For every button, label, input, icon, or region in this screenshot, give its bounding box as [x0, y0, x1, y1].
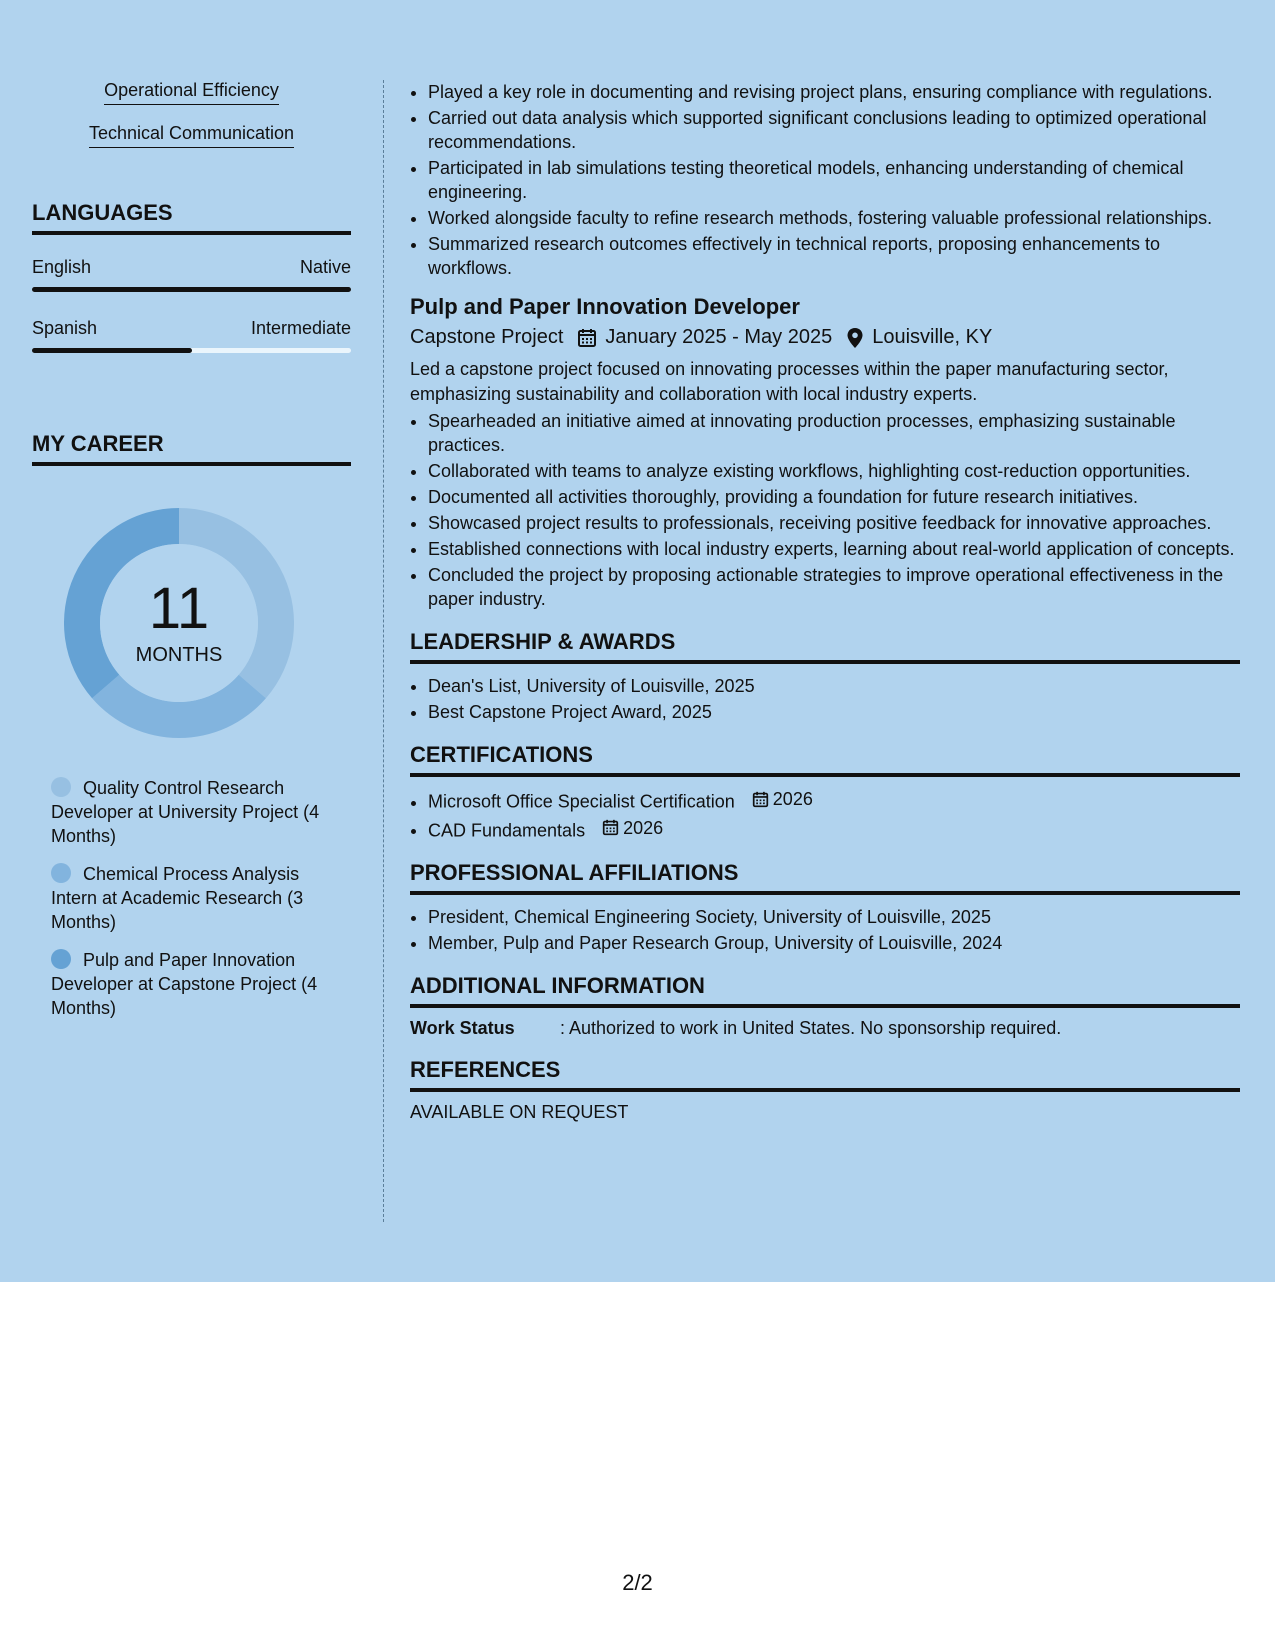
- work-status-value: : Authorized to work in United States. No sponsorship required.: [560, 1018, 1062, 1038]
- skill-item: Operational Efficiency: [32, 80, 351, 105]
- job-title: Pulp and Paper Innovation Developer: [410, 294, 800, 319]
- language-name: English: [32, 257, 92, 277]
- career-total: 11: [148, 576, 210, 641]
- language-bar: [32, 348, 351, 353]
- list-item: • President, Chemical Engineering Society, University of Louisville, 2025: [428, 905, 1240, 929]
- column-divider: [383, 80, 384, 1222]
- affiliations-list: [410, 905, 1240, 955]
- references-heading: REFERENCES: [410, 1057, 1240, 1092]
- language-level: Native: [299, 257, 351, 277]
- language-bar-fill: [32, 287, 351, 292]
- skill-item: Technical Communication: [32, 123, 351, 148]
- language-name: Spanish: [32, 318, 98, 338]
- job-description: Led a capstone project focused on innovating processes within the paper manufacturing sector, emphasizing sustainability and collaboration with local industry experts.: [410, 359, 1169, 404]
- list-item: • Summarized research outcomes effectively in technical reports, proposing enhancements to workflows.: [428, 232, 1240, 280]
- certification-year: 2026: [772, 789, 813, 809]
- calendar-icon: [577, 328, 597, 348]
- certifications-list: [410, 787, 1240, 842]
- page-number: 2/2: [622, 1570, 653, 1595]
- language-bar-fill: [32, 348, 192, 353]
- legend-dot: [51, 777, 71, 797]
- references-text: AVAILABLE ON REQUEST: [410, 1102, 629, 1122]
- main-content: [410, 80, 1240, 1123]
- list-item: • Documented all activities thoroughly, providing a foundation for future research initiatives.: [428, 485, 1240, 509]
- list-item: • Best Capstone Project Award, 2025: [428, 700, 1240, 724]
- career-unit: MONTHS: [135, 644, 223, 666]
- career-legend: [32, 776, 351, 1020]
- location-pin-icon: [846, 327, 864, 349]
- legend-dot: [51, 949, 71, 969]
- calendar-icon: [752, 791, 769, 808]
- work-status: [410, 1018, 1240, 1039]
- certifications-heading: CERTIFICATIONS: [410, 742, 1240, 777]
- certification-name: Microsoft Office Specialist Certification: [428, 791, 735, 812]
- certification-year: 2026: [623, 817, 664, 838]
- list-item: [428, 816, 1240, 843]
- sidebar: [32, 80, 351, 1034]
- career-donut: [64, 508, 294, 738]
- work-status-label: Work Status: [410, 1018, 515, 1038]
- job-company: Capstone Project: [410, 326, 564, 348]
- job-bullets: [410, 409, 1240, 611]
- list-item: • Carried out data analysis which supported significant conclusions leading to optimized operational recommendations.: [428, 106, 1240, 154]
- list-item: • Showcased project results to professionals, receiving positive feedback for innovative approaches.: [428, 511, 1240, 535]
- previous-job-bullets: [410, 80, 1240, 280]
- career-legend-item: Pulp and Paper Innovation Developer at Capstone Project (4 Months): [51, 950, 318, 1018]
- list-item: • Participated in lab simulations testing theoretical models, enhancing understanding of chemical engineering.: [428, 156, 1240, 204]
- list-item: • Worked alongside faculty to refine research methods, fostering valuable professional relationships.: [428, 206, 1240, 230]
- affiliations-heading: PROFESSIONAL AFFILIATIONS: [410, 860, 1240, 895]
- list-item: [428, 787, 1240, 814]
- language-level: Intermediate: [250, 318, 351, 338]
- list-item: • Established connections with local industry experts, learning about real-world application of concepts.: [428, 537, 1240, 561]
- legend-dot: [51, 863, 71, 883]
- leadership-heading: LEADERSHIP & AWARDS: [410, 629, 1240, 664]
- career-heading: MY CAREER: [32, 431, 351, 466]
- additional-info-heading: ADDITIONAL INFORMATION: [410, 973, 1240, 1008]
- list-item: • Member, Pulp and Paper Research Group, University of Louisville, 2024: [428, 931, 1240, 955]
- career-legend-item: Chemical Process Analysis Intern at Academic Research (3 Months): [51, 864, 304, 932]
- languages-heading: LANGUAGES: [32, 200, 351, 235]
- list-item: • Concluded the project by proposing actionable strategies to improve operational effectiveness in the paper industry.: [428, 563, 1240, 611]
- language-english: [32, 257, 351, 292]
- certification-name: CAD Fundamentals: [428, 820, 586, 840]
- job-meta: [410, 326, 1240, 349]
- list-item: • Dean's List, University of Louisville, 2025: [428, 674, 1240, 698]
- job-location: Louisville, KY: [872, 326, 993, 348]
- language-spanish: [32, 318, 351, 353]
- list-item: • Played a key role in documenting and revising project plans, ensuring compliance with regulations.: [428, 80, 1240, 104]
- career-legend-item: Quality Control Research Developer at University Project (4 Months): [51, 778, 320, 846]
- list-item: • Spearheaded an initiative aimed at innovating production processes, emphasizing sustainable practices.: [428, 409, 1240, 457]
- language-bar: [32, 287, 351, 292]
- calendar-icon: [602, 819, 619, 836]
- leadership-list: [410, 674, 1240, 724]
- job-dates: January 2025 - May 2025: [605, 326, 833, 348]
- list-item: • Collaborated with teams to analyze existing workflows, highlighting cost-reduction opportunities.: [428, 459, 1240, 483]
